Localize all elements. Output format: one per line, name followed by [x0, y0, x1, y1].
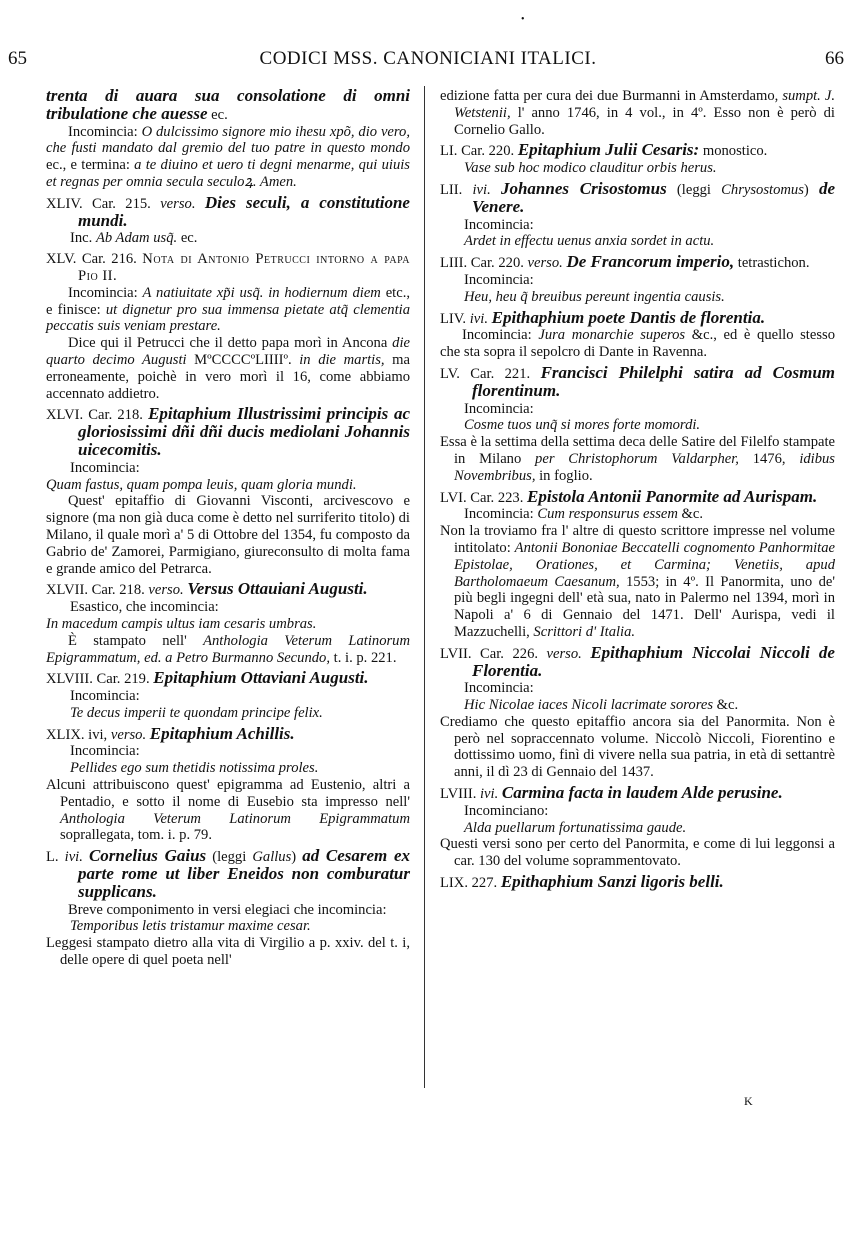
entry-lii: LII. ivi. Johannes Crisostomus (leggi Chrysostomus) de Venere.	[440, 178, 836, 216]
incipit-verse: Ardet in effectu uenus anxia sordet in actu.	[464, 233, 715, 250]
left-column	[46, 88, 410, 969]
incipit-line: Incomincia: Jura monarchie superos &c., ed è quello stesso che sta sopra il sepolcro di Dante in Ravenna.	[440, 327, 835, 361]
incipit-line: Inc. Ab Adam usq̃. ec.	[70, 230, 198, 247]
entry-lviii: LVIII. ivi. Carmina facta in laudem Alde perusine.	[440, 783, 783, 803]
incipit-line: Incomincia: Cum responsurus essem &c.	[464, 506, 704, 523]
incipit-label: Incominciano:	[464, 802, 549, 819]
entry-lv: LV. Car. 221. Francisci Philelphi satira ad Cosmum florentinum.	[440, 362, 836, 400]
incipit-verse: Vase sub hoc modico clauditur orbis herus.	[464, 160, 717, 177]
column-rule	[424, 86, 425, 1088]
incipit-verse: Heu, heu q̃ breuibus pereunt ingentia causis.	[464, 288, 725, 305]
commentary: Alcuni attribuiscono quest' epigramma ad Eustenio, altri a Pentadio, e sotto il nome di Eusebio sta impresso nell' Anthologia Veterum Latinorum Epigrammatum soprallegata, tom. i. p. 79.	[46, 777, 410, 844]
incipit-verse: Temporibus letis tristamur maxime cesar.	[70, 918, 311, 935]
running-header	[0, 48, 856, 74]
entry-liv: LIV. ivi. Epithaphium poete Dantis de florentia.	[440, 307, 766, 327]
incipit-label: Incomincia:	[464, 271, 534, 288]
commentary: Questi versi sono per certo del Panormita, e come di lui leggonsi a car. 130 del volume soprammentovato.	[440, 836, 835, 870]
incipit-verse: Pellides ego sum thetidis notissima proles.	[70, 760, 319, 777]
incipit-verse: Hic Nicolae iaces Nicoli lacrimate sorores &c.	[464, 697, 739, 714]
incipit-verse: Alda puellarum fortunatissima gaude.	[464, 819, 687, 836]
page-number-right: 66	[825, 48, 844, 69]
entry-l: L. ivi. Cornelius Gaius (leggi Gallus) ad Cesarem ex parte rome ut liber Eneidos non comburatur supplicans.	[46, 846, 410, 901]
running-title: CODICI MSS. CANONICIANI ITALICI.	[259, 48, 597, 69]
entry-lvii: LVII. Car. 226. verso. Epithaphium Niccolai Niccoli de Florentia.	[440, 642, 835, 680]
incipit-label: Esastico, che incomincia:	[70, 599, 219, 616]
entry-lvi: LVI. Car. 223. Epistola Antonii Panormite ad Aurispam.	[440, 486, 818, 506]
ink-dot: •	[521, 14, 525, 25]
entry-xlix: XLIX. ivi, verso. Epitaphium Achillis.	[46, 723, 295, 743]
commentary: Non la troviamo fra l' altre di questo scrittore impresse nel volume intitolato: Antonii Bononiae Beccatelli cognomento Panhormitae Epistolae, Orationes, et Carmina; Venetiis, apud Bartholomaeum Caesanum, 1553; in 4º. Il Panormita, uno de' più begli ingegni dell' età sua, nato in Palermo nel 1394, morì in Napoli a' 6 di Gennaio del 1471. Dell' Aurispa, vedi il Mazzuchelli, Scrittori d' Italia.	[440, 523, 835, 640]
incipit-verse: In macedum campis ultus iam cesaris umbras.	[46, 615, 317, 632]
commentary: Breve componimento in versi elegiaci che incomincia:	[68, 901, 387, 918]
entry-xlvi: XLVI. Car. 218. Epitaphium Illustrissimi principis ac gloriosissimi dñi dñi ducis mediolani Johannis uicecomitis.	[46, 404, 410, 459]
entry-xlvii: XLVII. Car. 218. verso. Versus Ottauiani Augusti.	[46, 579, 368, 599]
incipit-label: Incomincia:	[70, 459, 140, 476]
incipit-line: Incomincia: O dulcissimo signore mio ihesu xpõ, dio vero, che fusti mandato dal gremio del tuo patre in questo mondo ec., e termina: a te diuino et uero ti degni menarme, qui uiuis et regnas per omnia secula seculoꝝ. Amen.	[46, 123, 410, 190]
entry-xliv: XLIV. Car. 215. verso. Dies seculi, a constitutione mundi.	[46, 192, 410, 230]
signature-mark: K	[744, 1094, 753, 1108]
entry-lix: LIX. 227. Epithaphium Sanzi ligoris belli.	[440, 872, 724, 892]
entry-xlv: XLV. Car. 216. Nota di Antonio Petrucci intorno a papa Pio II.	[46, 251, 410, 284]
commentary-continuation: edizione fatta per cura dei due Burmanni in Amsterdamo, sumpt. J. Wetstenii, l' anno 1746, in 4 vol., in 4º. Esso non è però di Cornelio Gallo.	[440, 88, 835, 138]
incipit-line: Incomincia: A natiuitate xp̃i usq̃. in hodiernum diem etc., e finisce: ut dignetur pro sua immensa pietate atq̃ clementia peccatis suis veniam prestare.	[46, 284, 410, 335]
incipit-label: Incomincia:	[70, 743, 140, 760]
entry-li: LI. Car. 220. Epitaphium Julii Cesaris: monostico.	[440, 140, 768, 160]
right-column	[440, 88, 835, 892]
commentary: Crediamo che questo epitaffio ancora sia del Panormita. Non è però nel sopraccennato volume. Niccolò Niccoli, Fiorentino e dottissimo uomo, finì di vivere nella sua patria, in età di settantrè anni, il dì 23 di Gennaio del 1437.	[440, 713, 835, 781]
entry-continuation: trenta di auara sua consolatione di omni tribulatione che auesse ec.	[46, 86, 410, 123]
page-number-left: 65	[8, 48, 27, 69]
commentary: Dice qui il Petrucci che il detto papa morì in Ancona die quarto decimo Augusti MºCCCCºLIIIIº. in die martis, ma erroneamente, poichè in vero morì il 16, come abbiamo accennato addietro.	[46, 335, 410, 402]
incipit-label: Incomincia:	[464, 216, 534, 233]
incipit-verse: Cosme tuos unq̃ si mores forte momordi.	[464, 417, 701, 434]
commentary: Quest' epitaffio di Giovanni Visconti, arcivescovo e signore (ma non già duca come è detto nel surriferito titolo) di Milano, il quale morì a' 5 di Ottobre del 1354, fu composto da Gabrio de' Zamorei, Parmigiano, giureconsulto di molta fama e grande amico del Petrarca.	[46, 493, 410, 577]
entry-xlviii: XLVIII. Car. 219. Epitaphium Ottaviani Augusti.	[46, 668, 369, 688]
commentary: Leggesi stampato dietro alla vita di Virgilio a p. xxiv. del t. i, delle opere di quel poeta nell'	[46, 935, 410, 969]
entry-liii: LIII. Car. 220. verso. De Francorum imperio, tetrastichon.	[440, 252, 810, 272]
incipit-label: Incomincia:	[464, 400, 534, 417]
incipit-label: Incomincia:	[70, 688, 140, 705]
incipit-verse: Te decus imperii te quondam principe felix.	[70, 704, 323, 721]
commentary: È stampato nell' Anthologia Veterum Latinorum Epigrammatum, ed. a Petro Burmanno Secundo, t. i. p. 221.	[46, 632, 411, 666]
incipit-verse: Quam fastus, quam pompa leuis, quam gloria mundi.	[46, 476, 357, 493]
commentary: Essa è la settima della settima deca delle Satire del Filelfo stampate in Milano per Christophorum Valdarpher, 1476, idibus Novembribus, in foglio.	[440, 434, 835, 484]
incipit-label: Incomincia:	[464, 680, 534, 697]
